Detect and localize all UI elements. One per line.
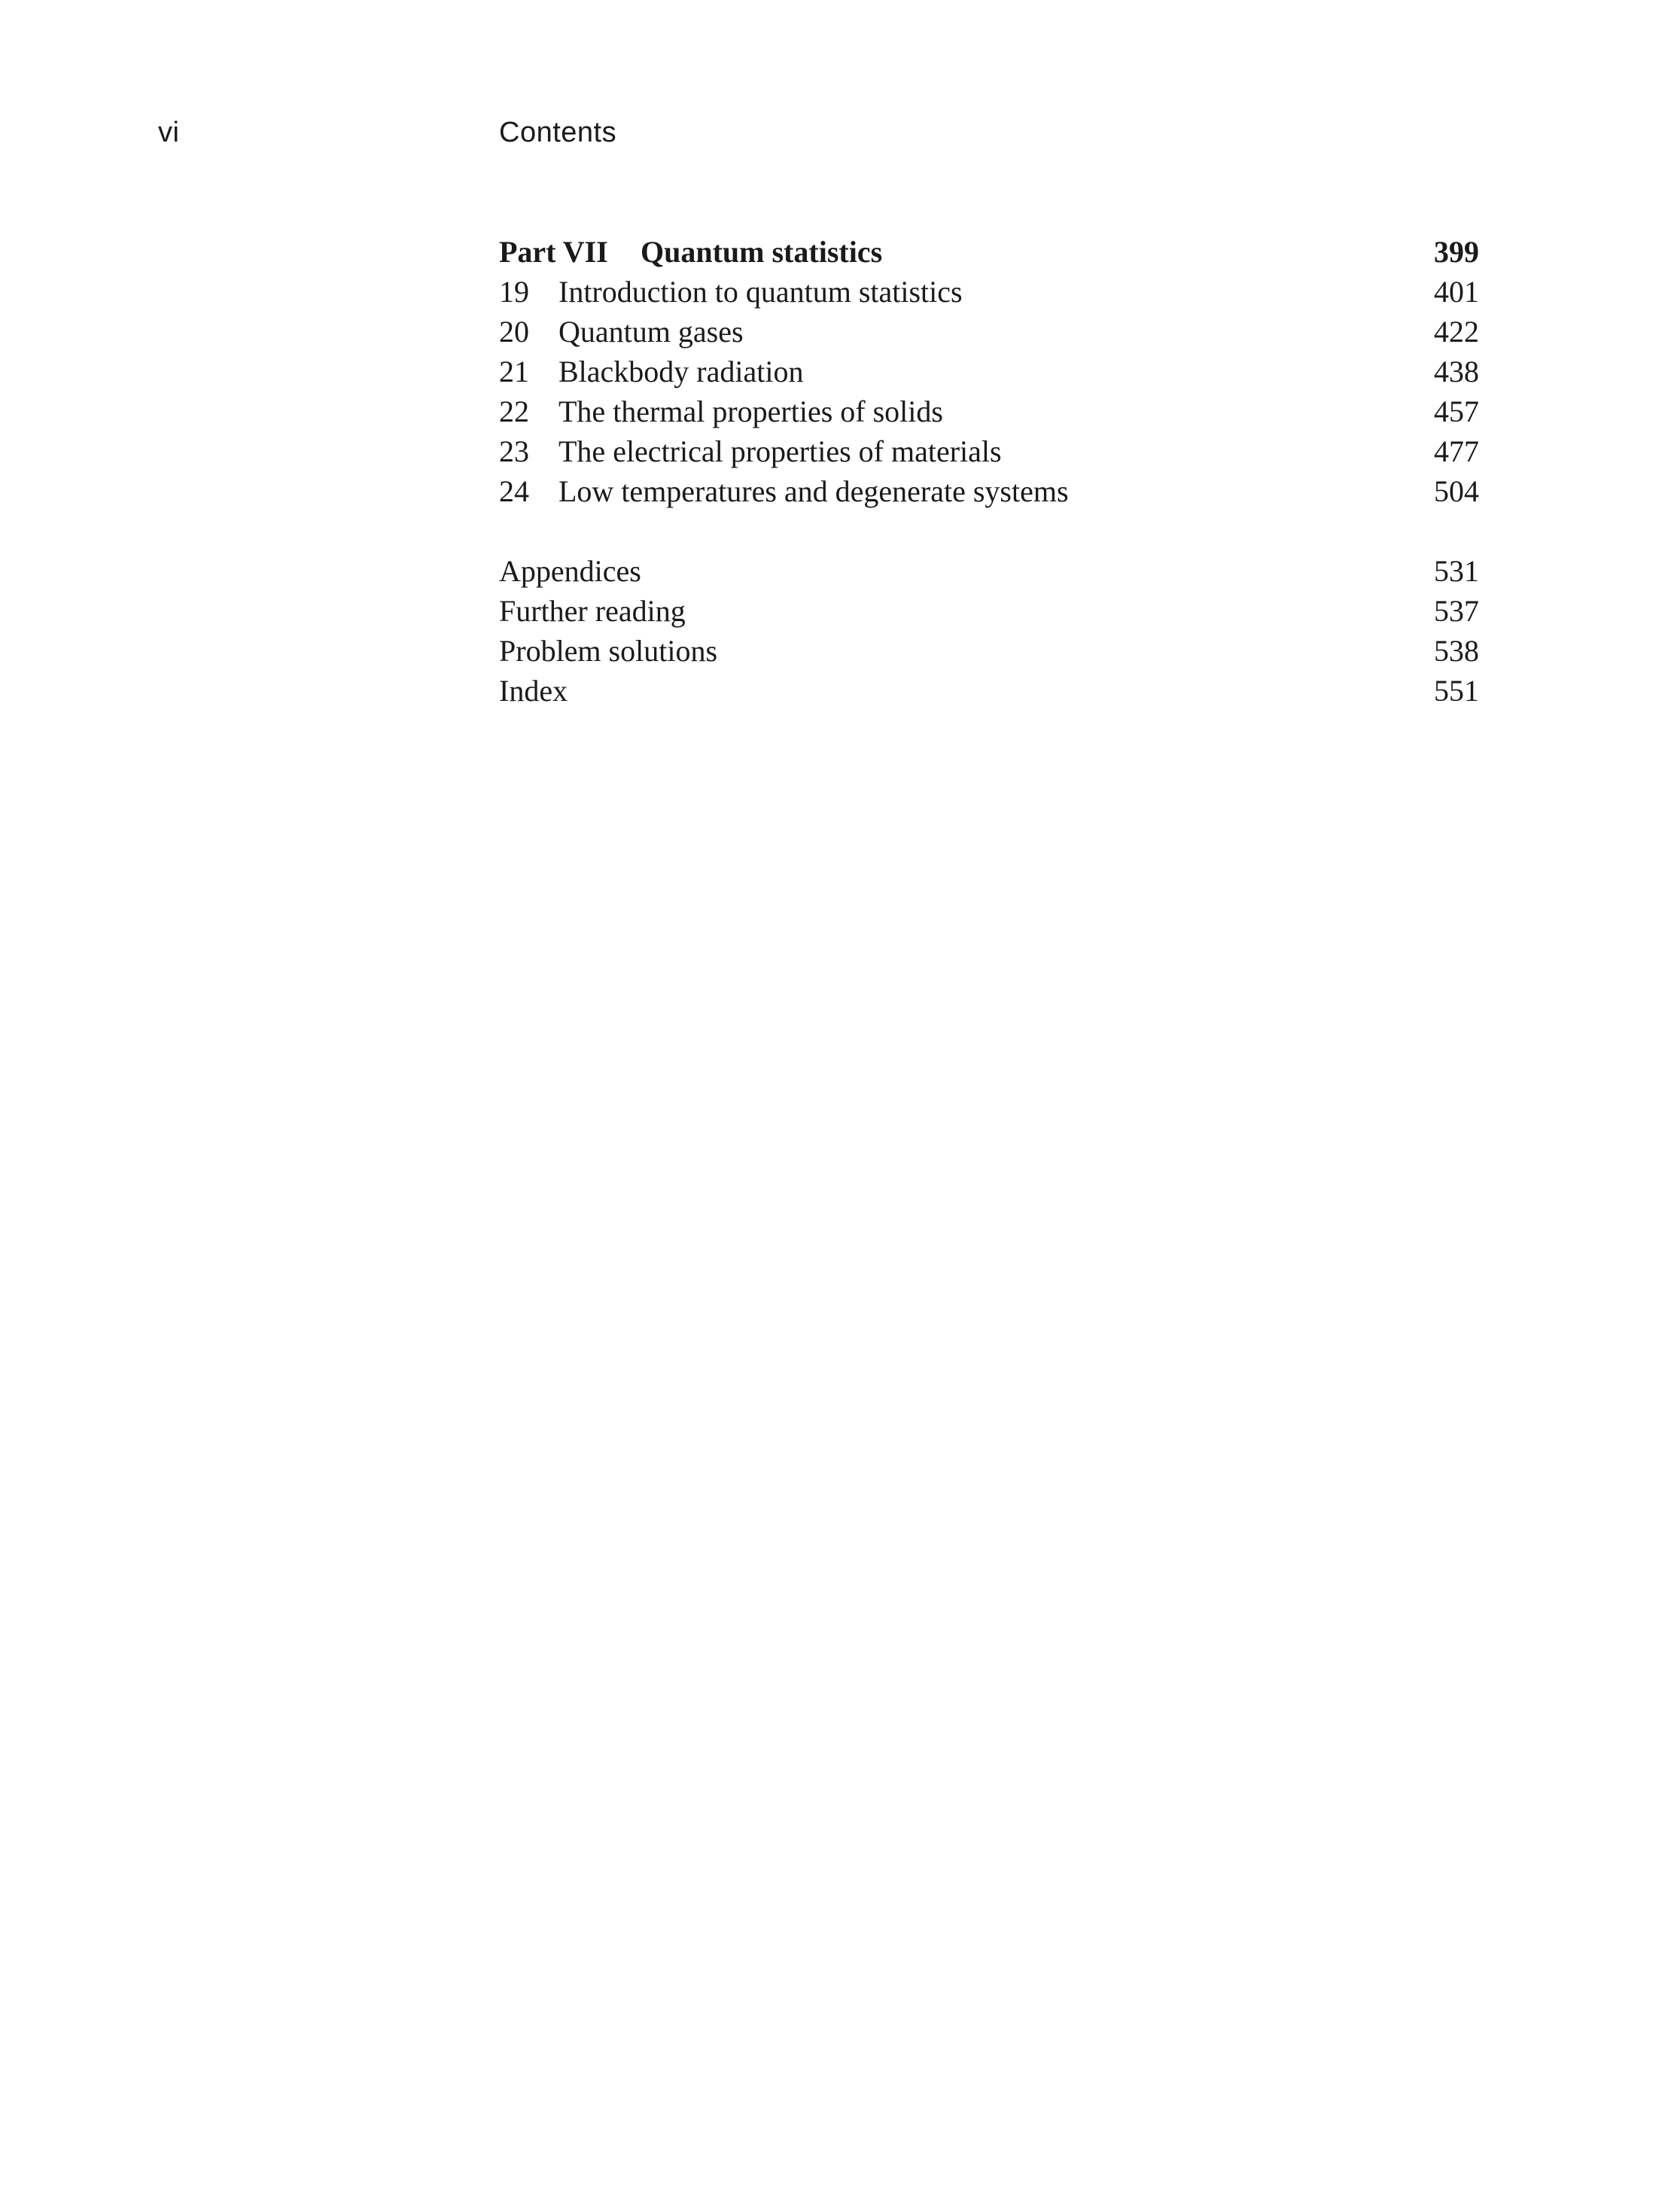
backmatter-title: Index (499, 674, 568, 708)
chapter-number: 20 (499, 315, 529, 349)
chapter-number: 24 (499, 474, 529, 508)
toc-backmatter-entry[interactable] (499, 551, 1479, 591)
page-number-folio: vi (158, 117, 180, 148)
toc-chapter-entry[interactable] (499, 352, 1479, 391)
chapter-number: 19 (499, 275, 529, 309)
chapter-page-number: 504 (1434, 474, 1479, 508)
chapter-page-number: 422 (1434, 315, 1479, 349)
toc-chapter-entry[interactable] (499, 312, 1479, 352)
part-label: Part VII (499, 235, 608, 269)
backmatter-title: Appendices (499, 554, 641, 588)
chapter-page-number: 401 (1434, 275, 1479, 309)
toc-chapter-entry[interactable] (499, 431, 1479, 471)
toc-chapter-entry[interactable] (499, 391, 1479, 431)
chapter-number: 21 (499, 355, 529, 388)
backmatter-title: Further reading (499, 594, 686, 628)
table-of-contents (499, 232, 1479, 711)
backmatter-page-number: 551 (1434, 674, 1479, 708)
backmatter-page-number: 538 (1434, 634, 1479, 668)
chapter-title: Quantum gases (558, 315, 744, 349)
chapter-title: The electrical properties of materials (558, 434, 1002, 468)
running-header-title: Contents (499, 117, 617, 148)
chapter-page-number: 438 (1434, 355, 1479, 388)
section-spacer (499, 511, 1479, 551)
chapter-title: Introduction to quantum statistics (558, 275, 963, 309)
chapter-title: Low temperatures and degenerate systems (558, 474, 1069, 508)
backmatter-page-number: 537 (1434, 594, 1479, 628)
part-title: Quantum statistics (641, 235, 883, 269)
chapter-number: 23 (499, 434, 529, 468)
chapter-number: 22 (499, 394, 529, 428)
chapter-title: Blackbody radiation (558, 355, 804, 388)
backmatter-page-number: 531 (1434, 554, 1479, 588)
toc-backmatter-entry[interactable] (499, 631, 1479, 671)
chapter-title: The thermal properties of solids (558, 394, 943, 428)
toc-backmatter-entry[interactable] (499, 671, 1479, 711)
toc-part-entry[interactable] (499, 232, 1479, 272)
toc-chapter-entry[interactable] (499, 471, 1479, 511)
backmatter-title: Problem solutions (499, 634, 718, 668)
toc-chapter-entry[interactable] (499, 272, 1479, 312)
part-page-number: 399 (1434, 235, 1479, 269)
toc-backmatter-entry[interactable] (499, 591, 1479, 631)
chapter-page-number: 477 (1434, 434, 1479, 468)
chapter-page-number: 457 (1434, 394, 1479, 428)
